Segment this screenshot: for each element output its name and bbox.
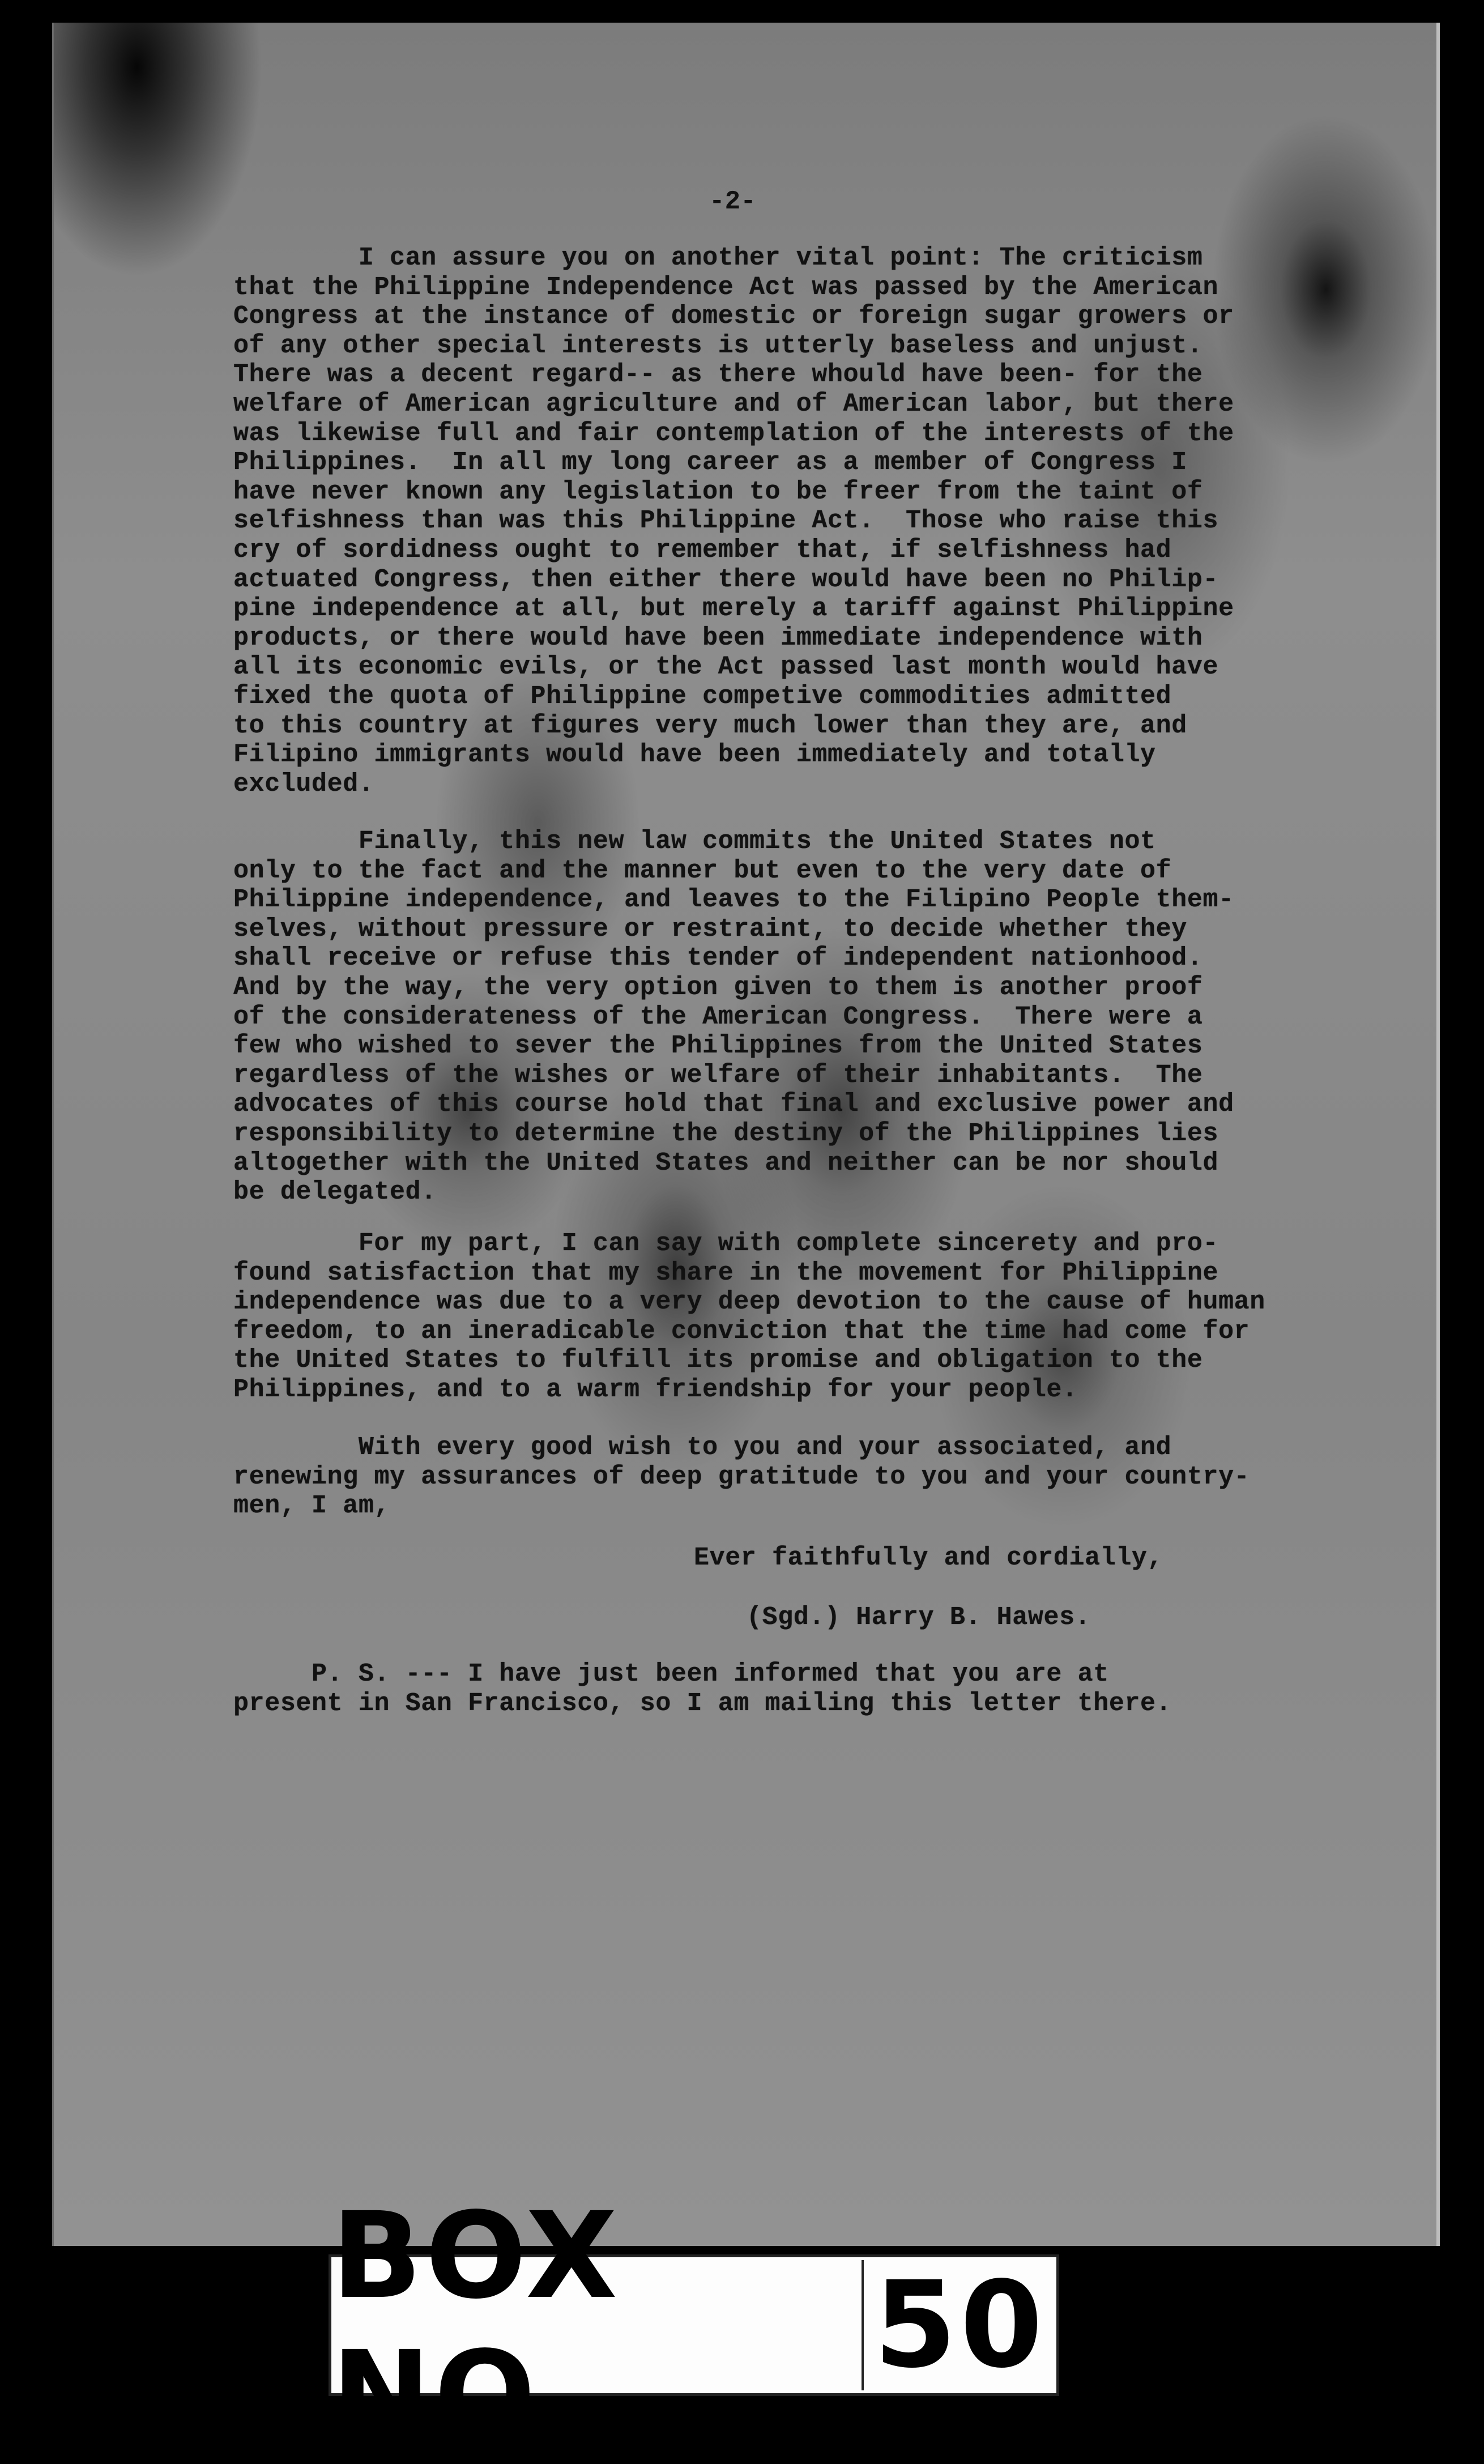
letter-signature: (Sgd.) Harry B. Hawes. [747,1603,1091,1632]
page-number: -2- [709,187,756,216]
letter-paragraph-1: I can assure you on another vital point: The criticism that the Philippine Independence Act was passed by the American Congress at the instance of domestic or foreign sugar growers or of any other special interests is utterly baseless and unjust. There was a decent regard-- as there whould have been- for the welfare of American agriculture and of American labor, but there was likewise full and fair contemplation of the interests of the Philippines. In all my long career as a member of Congress I have never known any legislation to be freer from the taint of selfishness than was this Philippine Act. Those who raise this cry of sordidness ought to remember that, if selfishness had actuated Congress, then either there would have been no Philip- pine independence at all, but merely a tariff against Philippine products, or there would have been immediate independence with all its economic evils, or the Act passed last month would have fixed the quota of Philippine competive commodities admitted to this country at figures very much lower than they are, and Filipino immigrants would have been immediately and totally excluded. [233,244,1234,799]
letter-paragraph-3: For my part, I can say with complete sincerety and pro- found satisfaction that my share in the movement for Philippine independence was due to a very deep devotion to the cause of human freedom, to an ineradicable conviction that the time had come for the United States to fulfill its promise and obligation to the Philippines, and to a warm friendship for your people. [233,1229,1265,1404]
letter-paragraph-2: Finally, this new law commits the United States not only to the fact and the manner but even to the very date of Philippine independence, and leaves to the Filipino People them- selves, without pressure or restraint, to decide whether they shall receive or refuse this tender of independent nationhood. And by the way, the very option given to them is another proof of the considerateness of the American Congress. There were a few who wished to sever the Philippines from the United States regardless of the wishes or welfare of their inhabitants. The advocates of this course hold that final and exclusive power and responsibility to determine the destiny of the Philippines lies altogether with the United States and neither can be nor should be delegated. [233,827,1234,1207]
letter-closing: Ever faithfully and cordially, [694,1544,1163,1572]
box-label-number: 50 [862,2260,1056,2390]
letter-postscript: P. S. --- I have just been informed that you are at present in San Francisco, so I am mailing this letter there. [233,1660,1172,1718]
box-label-prefix: BOX NO. [331,2186,621,2464]
box-number-label [329,2186,1059,2464]
letter-paragraph-4: With every good wish to you and your associated, and renewing my assurances of deep gratitude to you and your country- men, I am, [233,1433,1250,1521]
